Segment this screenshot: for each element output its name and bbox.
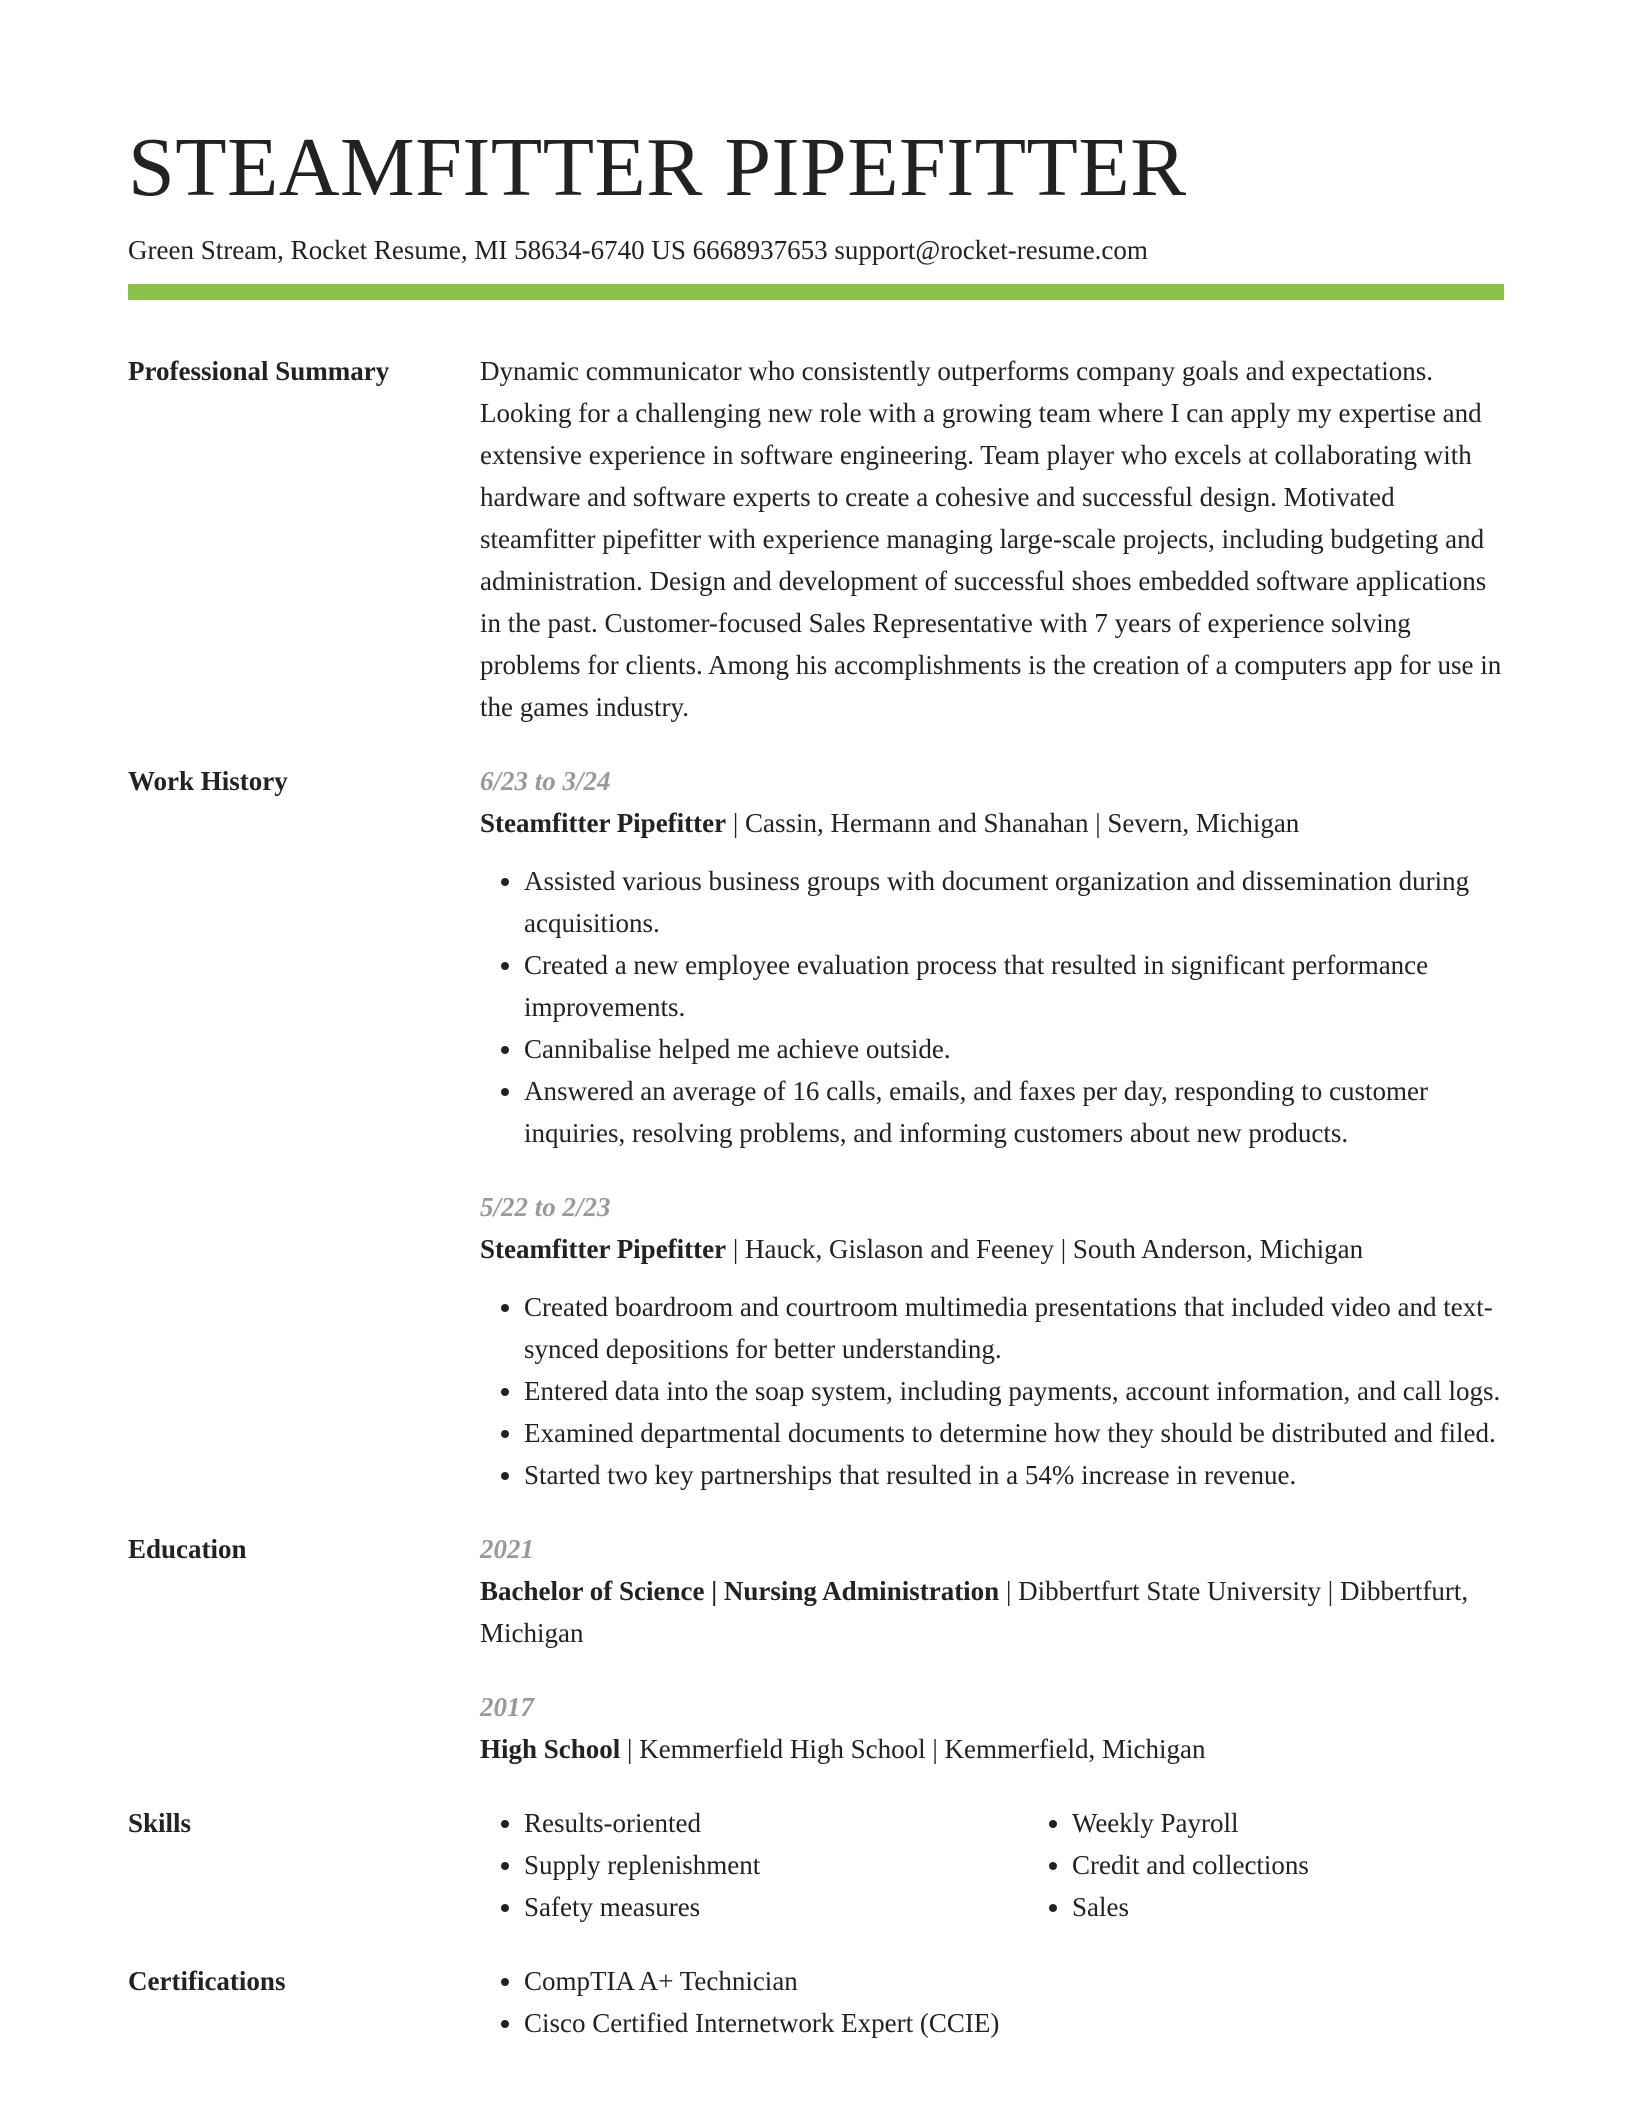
certifications-list	[480, 1960, 1504, 2044]
education-entry	[480, 1528, 1504, 1654]
education-year: 2017	[480, 1692, 534, 1722]
list-item: • Answered an average of 16 calls, emails, and faxes per day, responding to customer inquiries, resolving problems, and informing customers about new products.	[524, 1070, 1504, 1154]
section-work-history	[128, 760, 1504, 1496]
list-item: • Credit and collections	[1072, 1844, 1576, 1886]
candidate-name: STEAMFITTER PIPEFITTER	[128, 121, 1187, 214]
skills-column-left	[480, 1802, 1028, 1928]
section-certifications	[128, 1960, 1504, 2044]
education-degree: Bachelor of Science | Nursing Administration	[480, 1576, 1000, 1606]
education-year: 2021	[480, 1534, 534, 1564]
summary-text: Dynamic communicator who consistently outperforms company goals and expectations. Looking for a challenging new role with a growing team where I can apply my expertise and extensive experience in software engineering. Team player who excels at collaborating with hardware and software experts to create a cohesive and successful design. Motivated steamfitter pipefitter with experience managing large-scale projects, including budgeting and administration. Design and development of successful shoes embedded software applications in the past. Customer-focused Sales Representative with 7 years of experience solving problems for clients. Among his accomplishments is the creation of a computers app for use in the games industry.	[480, 356, 1502, 722]
section-education	[128, 1528, 1504, 1770]
education-degree: High School	[480, 1734, 621, 1764]
section-skills	[128, 1802, 1504, 1928]
list-item: • Sales	[1072, 1886, 1576, 1928]
section-label-skills: Skills	[128, 1808, 192, 1838]
job-employer-location: | Cassin, Hermann and Shanahan | Severn, Michigan	[726, 808, 1300, 838]
contact-line: Green Stream, Rocket Resume, MI 58634-6740 US 6668937653 support@rocket-resume.com	[128, 235, 1148, 265]
job-dates: 5/22 to 2/23	[480, 1192, 611, 1222]
header-divider	[128, 284, 1504, 300]
section-label-work: Work History	[128, 766, 288, 796]
list-item: • Weekly Payroll	[1072, 1802, 1576, 1844]
job-entry	[480, 1186, 1504, 1496]
job-title-line	[480, 1228, 1504, 1270]
list-item: • Created boardroom and courtroom multimedia presentations that included video and text-synced depositions for better understanding.	[524, 1286, 1504, 1370]
education-entry	[480, 1686, 1504, 1770]
skills-body	[480, 1802, 1576, 1928]
list-item: • Assisted various business groups with document organization and dissemination during acquisitions.	[524, 860, 1504, 944]
section-label-education: Education	[128, 1534, 247, 1564]
list-item: • Supply replenishment	[524, 1844, 1028, 1886]
skills-column-right	[1028, 1802, 1576, 1928]
education-school-location: | Dibbertfurt State University | Dibbertfurt, Michigan	[480, 1576, 1469, 1648]
list-item: • Examined departmental documents to determine how they should be distributed and filed.	[524, 1412, 1504, 1454]
education-body	[480, 1528, 1504, 1770]
job-title: Steamfitter Pipefitter	[480, 808, 727, 838]
skills-grid	[480, 1802, 1576, 1928]
job-title: Steamfitter Pipefitter	[480, 1234, 727, 1264]
list-item: • Cannibalise helped me achieve outside.	[524, 1028, 1504, 1070]
education-line	[480, 1728, 1504, 1770]
job-bullets	[480, 1286, 1504, 1496]
list-item: • Safety measures	[524, 1886, 1028, 1928]
work-history-body	[480, 760, 1504, 1496]
list-item: • Entered data into the soap system, including payments, account information, and call logs.	[524, 1370, 1504, 1412]
certifications-body	[480, 1960, 1504, 2044]
list-item: • CompTIA A+ Technician	[524, 1960, 1504, 2002]
job-dates: 6/23 to 3/24	[480, 766, 611, 796]
job-title-line	[480, 802, 1504, 844]
job-entry	[480, 760, 1504, 1154]
job-employer-location: | Hauck, Gislason and Feeney | South Anderson, Michigan	[726, 1234, 1364, 1264]
education-line	[480, 1570, 1504, 1654]
section-summary	[128, 350, 1504, 728]
section-label-certifications: Certifications	[128, 1966, 286, 1996]
section-label-summary: Professional Summary	[128, 356, 390, 386]
list-item: • Cisco Certified Internetwork Expert (CCIE)	[524, 2002, 1504, 2044]
list-item: • Started two key partnerships that resulted in a 54% increase in revenue.	[524, 1454, 1504, 1496]
list-item: • Created a new employee evaluation process that resulted in significant performance improvements.	[524, 944, 1504, 1028]
list-item: • Results-oriented	[524, 1802, 1028, 1844]
education-school-location: | Kemmerfield High School | Kemmerfield, Michigan	[620, 1734, 1206, 1764]
job-bullets	[480, 860, 1504, 1154]
